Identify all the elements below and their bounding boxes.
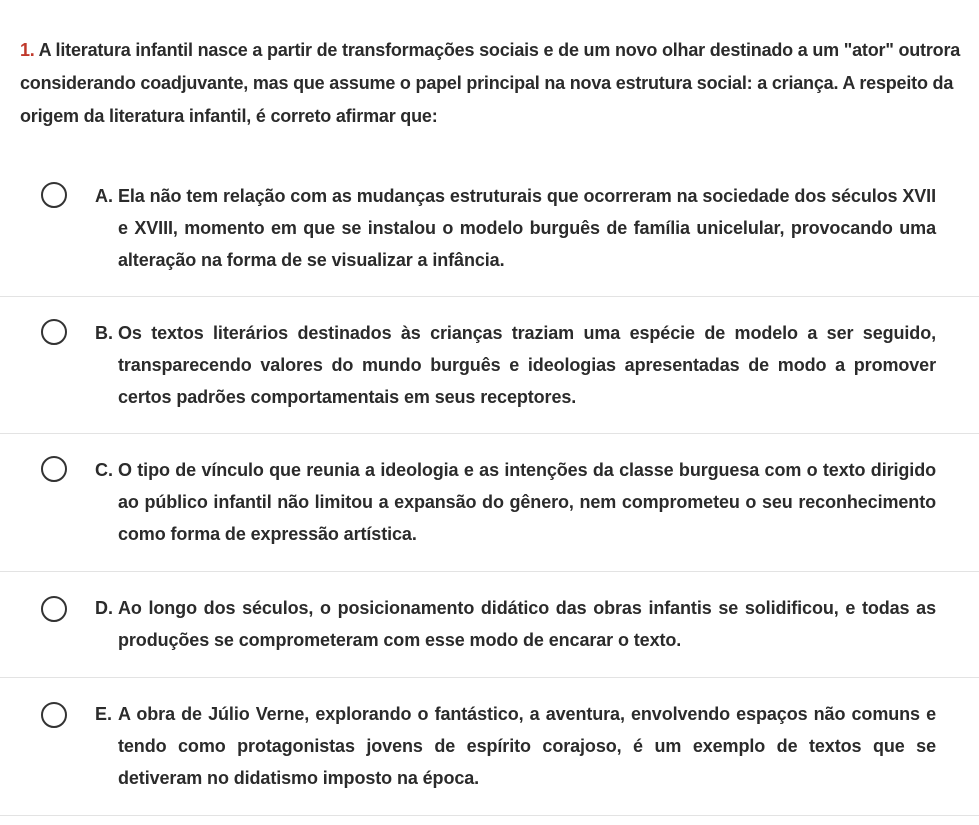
answer-options [0,160,979,816]
radio-option-b[interactable] [41,319,67,345]
option-d-text: Ao longo dos séculos, o posicionamento didático das obras infantis se solidificou, e todas as produções se comprometeram com esse modo de encarar o texto. [118,598,936,650]
question-number: 1. [20,40,35,60]
option-d[interactable] [0,572,979,678]
question-stem [20,34,968,133]
option-a-text: Ela não tem relação com as mudanças estruturais que ocorreram na sociedade dos séculos XVII e XVIII, momento em que se instalou o modelo burguês de família unicelular, provocando uma alteração na forma de se visualizar a infância. [118,186,936,270]
option-a[interactable] [0,160,979,297]
option-d-letter: D. [95,598,113,618]
option-b-letter: B. [95,323,113,343]
option-e[interactable] [0,678,979,816]
option-c[interactable] [0,434,979,572]
option-e-letter: E. [95,704,113,724]
radio-option-e[interactable] [41,702,67,728]
option-a-letter: A. [95,186,113,206]
question-text: A literatura infantil nasce a partir de transformações sociais e de um novo olhar destinado a um "ator" outrora considerando coadjuvante, mas que assume o papel principal na nova estrutura social: a criança. A respeito da origem da literatura infantil, é correto afirmar que: [20,40,961,126]
option-e-text: A obra de Júlio Verne, explorando o fantástico, a aventura, envolvendo espaços não comuns e tendo como protagonistas jovens de espírito corajoso, é um exemplo de textos que se detiveram no didatismo imposto na época. [118,704,936,788]
radio-option-d[interactable] [41,596,67,622]
radio-option-c[interactable] [41,456,67,482]
option-b-text: Os textos literários destinados às crianças traziam uma espécie de modelo a ser seguido, transparecendo valores do mundo burguês e ideologias apresentadas de modo a promover certos padrões comportamentais em seus receptores. [118,323,936,407]
radio-option-a[interactable] [41,182,67,208]
option-b[interactable] [0,297,979,434]
option-c-text: O tipo de vínculo que reunia a ideologia e as intenções da classe burguesa com o texto dirigido ao público infantil não limitou a expansão do gênero, nem comprometeu o seu reconhecimento como forma de expressão artística. [118,460,936,544]
option-c-letter: C. [95,460,113,480]
